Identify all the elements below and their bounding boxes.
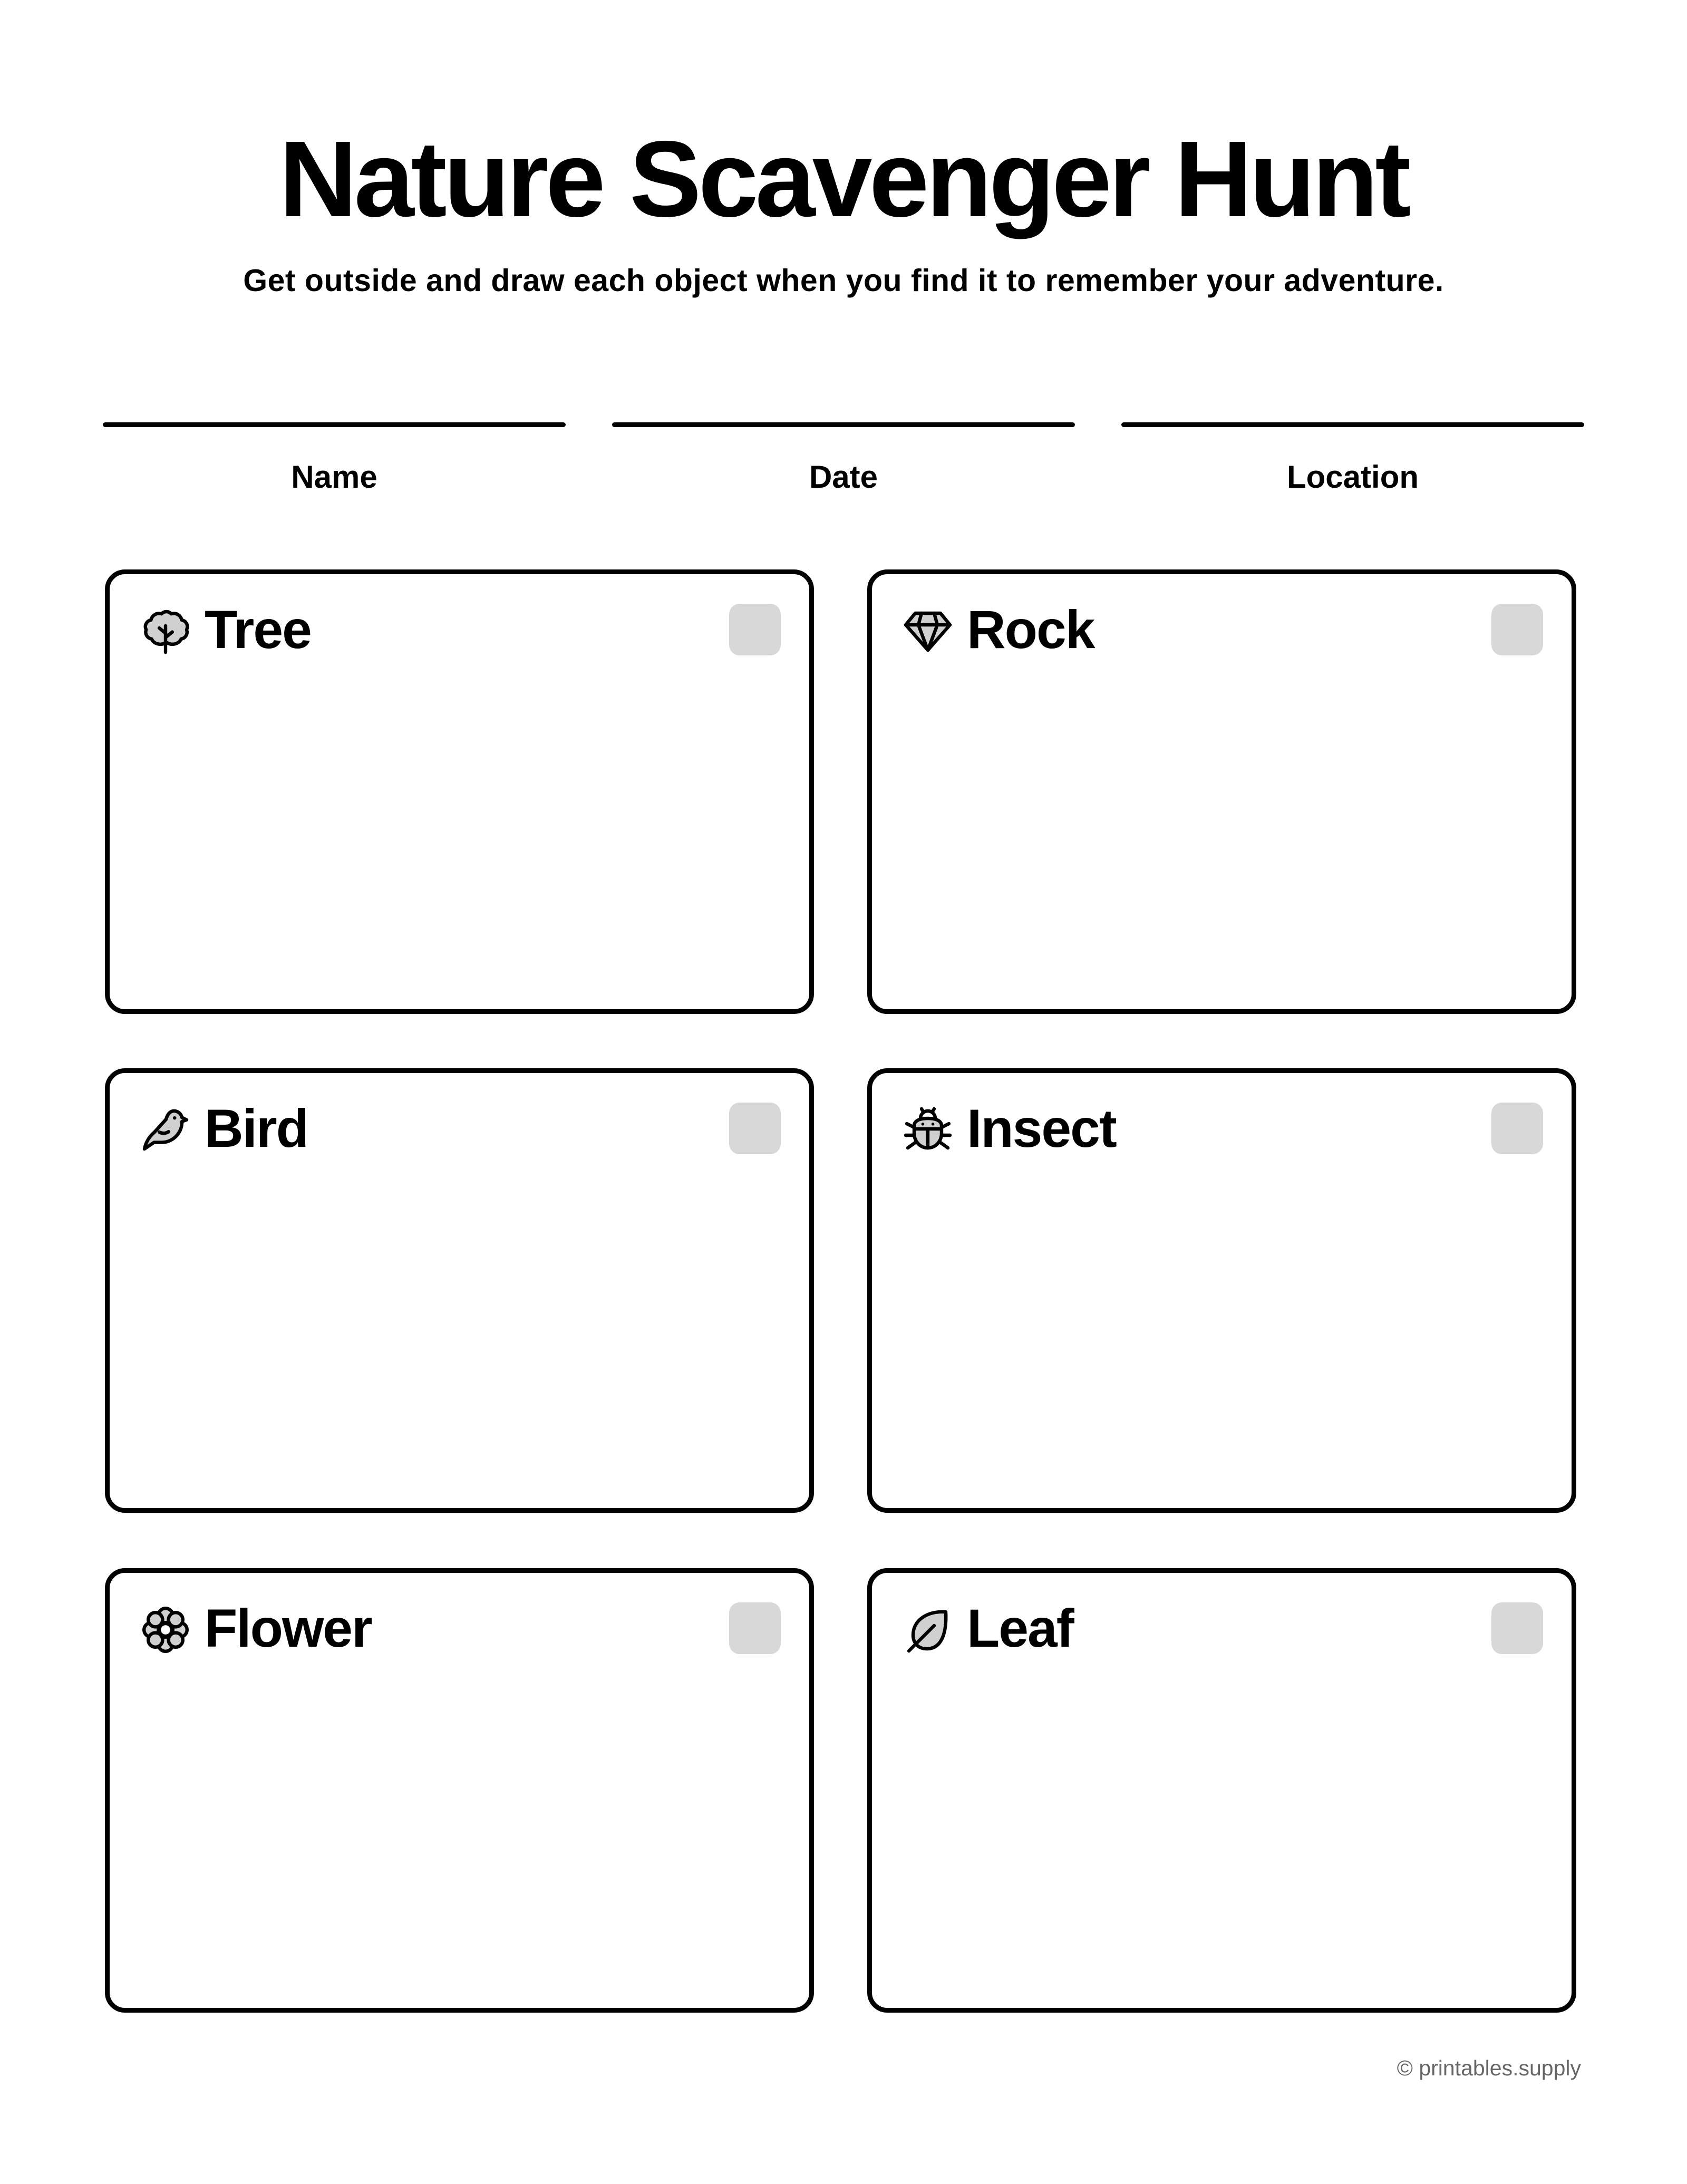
location-label: Location (1287, 459, 1419, 495)
name-field[interactable] (103, 422, 566, 507)
copyright-footer: © printables.supply (1397, 2056, 1581, 2080)
gem-icon (903, 606, 953, 656)
card-label-flower: Flower (205, 1598, 372, 1658)
page-title: Nature Scavenger Hunt (279, 119, 1408, 239)
page-subtitle: Get outside and draw each object when you find it to remember your adventure. (243, 263, 1444, 298)
flower-icon (140, 1605, 191, 1655)
card-rock[interactable] (867, 569, 1576, 1014)
card-label-leaf: Leaf (967, 1598, 1073, 1658)
bird-icon (140, 1105, 191, 1155)
card-leaf[interactable] (867, 1568, 1576, 2013)
card-insect[interactable] (867, 1068, 1576, 1513)
checkbox-tree[interactable] (729, 604, 781, 655)
checkbox-bird[interactable] (729, 1103, 781, 1154)
checkbox-leaf[interactable] (1491, 1602, 1543, 1654)
name-line[interactable] (103, 422, 566, 427)
bug-icon (903, 1105, 953, 1155)
tree-icon (140, 606, 191, 656)
card-label-bird: Bird (205, 1098, 308, 1158)
checkbox-flower[interactable] (729, 1602, 781, 1654)
card-label-tree: Tree (205, 600, 311, 660)
date-line[interactable] (612, 422, 1075, 427)
date-label: Date (809, 459, 878, 495)
card-label-rock: Rock (967, 600, 1094, 660)
name-label: Name (291, 459, 377, 495)
card-label-insect: Insect (967, 1098, 1116, 1158)
location-field[interactable] (1121, 422, 1584, 507)
location-line[interactable] (1121, 422, 1584, 427)
checkbox-insect[interactable] (1491, 1103, 1543, 1154)
card-tree[interactable] (105, 569, 814, 1014)
leaf-icon (903, 1605, 953, 1655)
card-flower[interactable] (105, 1568, 814, 2013)
date-field[interactable] (612, 422, 1075, 507)
checkbox-rock[interactable] (1491, 604, 1543, 655)
card-bird[interactable] (105, 1068, 814, 1513)
